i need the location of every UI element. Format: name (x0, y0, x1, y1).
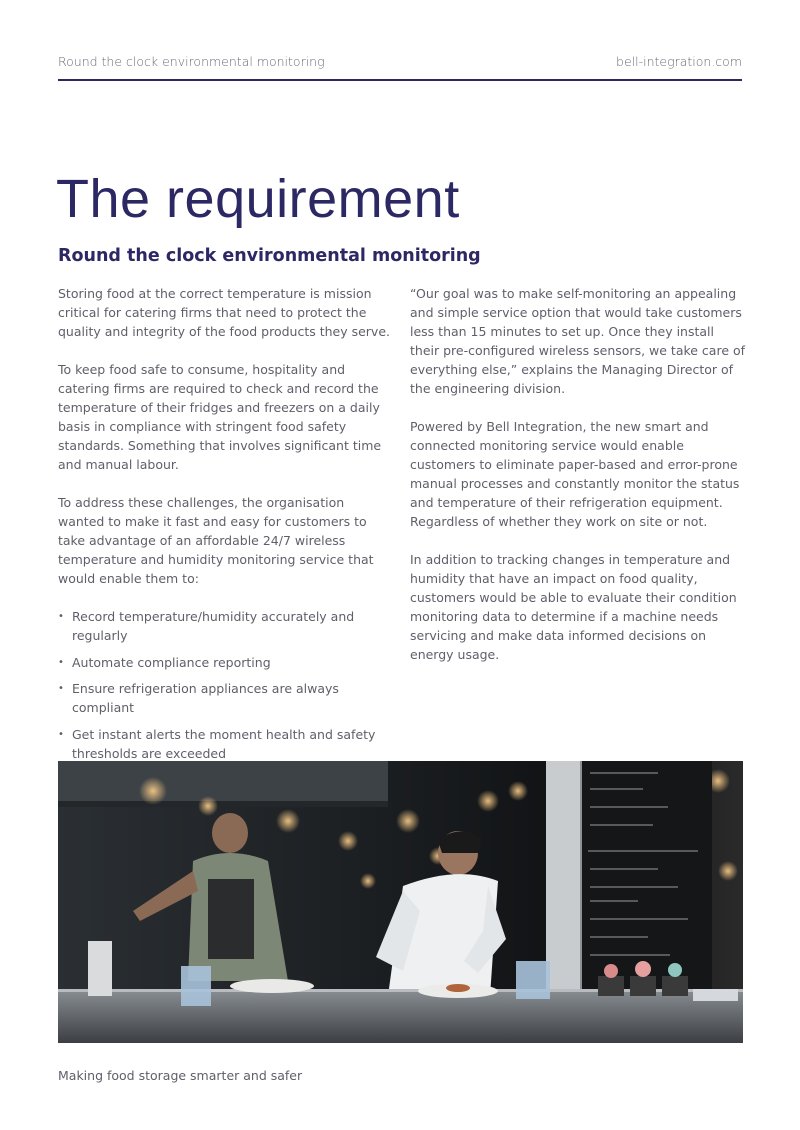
header-left: Round the clock environmental monitoring (58, 54, 325, 69)
right-column (410, 284, 746, 683)
header-rule (58, 79, 742, 81)
list-item: • Record temperature/humidity accurately and regularly (58, 609, 355, 643)
paragraph: In addition to tracking changes in temperature and humidity that have an impact on food quality, customers would be able to evaluate their condition monitoring data to determine if a machine needs servicing and make data informed decisions on energy usage. (410, 552, 737, 662)
page-title: The requirement (56, 169, 460, 229)
paragraph: “Our goal was to make self-monitoring an appealing and simple service option that would take customers less than 15 minutes to set up. Once they install their pre-configured wireless sensors, we take care of everything else,” explains the Managing Director of the engineering division. (410, 286, 746, 396)
paragraph: To keep food safe to consume, hospitality and catering firms are required to check and record the temperature of their fridges and freezers on a daily basis in compliance with stringent food safety standards. Something that involves significant time and manual labour. (58, 362, 382, 472)
bullet-icon: • (58, 611, 64, 622)
left-column (58, 284, 394, 823)
list-item: • Ensure refrigeration appliances are always compliant (58, 681, 339, 715)
bullet-icon: • (58, 683, 64, 694)
paragraph: Powered by Bell Integration, the new smart and connected monitoring service would enable customers to eliminate paper-based and error-prone manual processes and constantly monitor the status and temperature of their refrigeration equipment. Regardless of whether they work on site or not. (410, 419, 740, 529)
header-right-url[interactable]: bell-integration.com (616, 54, 742, 69)
list-item: • Automate compliance reporting (58, 654, 271, 670)
bullet-icon: • (58, 656, 64, 668)
paragraph: To address these challenges, the organisation wanted to make it fast and easy for customers to take advantage of an affordable 24/7 wireless temperature and humidity monitoring service that would enable them to: (58, 495, 374, 586)
photo-caption: Making food storage smarter and safer (58, 1068, 303, 1083)
kitchen-photo-illustration (58, 761, 743, 1043)
kitchen-photo (58, 761, 743, 1043)
paragraph: Storing food at the correct temperature is mission critical for catering firms that need to protect the quality and integrity of the food products they serve. (58, 286, 390, 339)
bullet-icon: • (58, 728, 64, 740)
list-item: • Get instant alerts the moment health and safety thresholds are exceeded (58, 726, 376, 761)
section-subtitle: Round the clock environmental monitoring (58, 246, 481, 266)
